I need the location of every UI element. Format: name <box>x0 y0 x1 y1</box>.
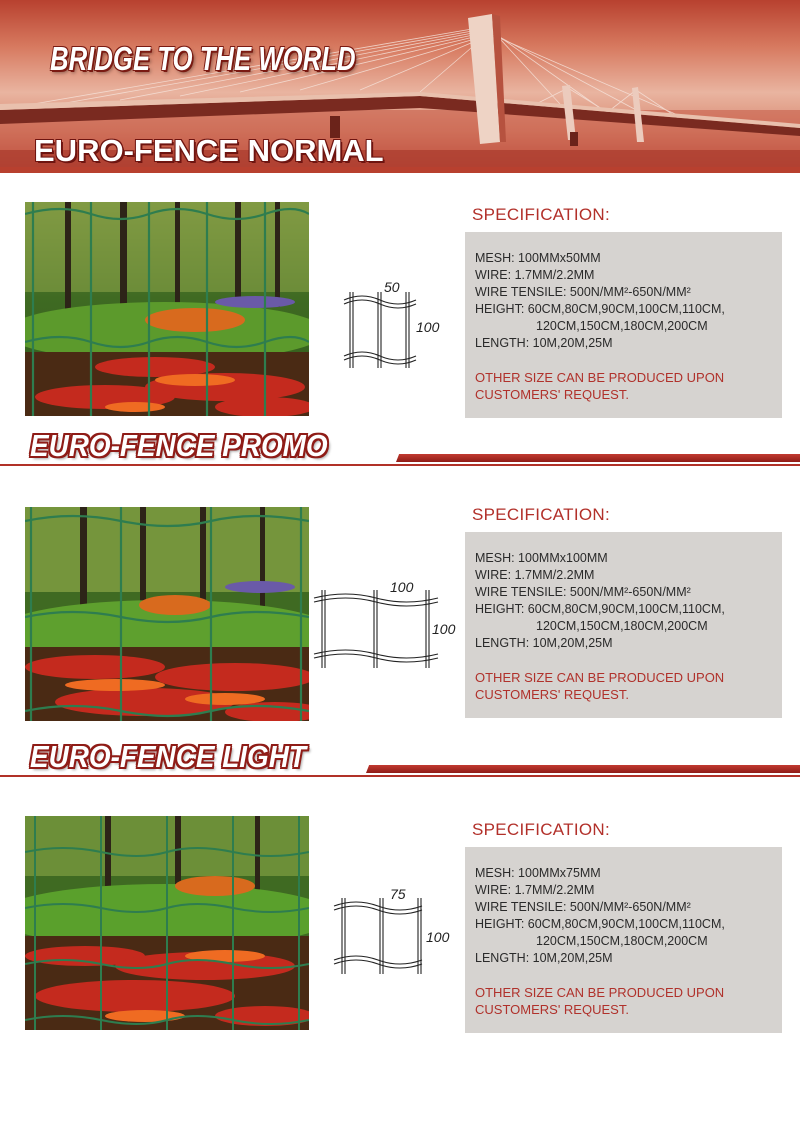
spec-wire: WIRE: 1.7MM/2.2MM <box>475 568 595 582</box>
spec-height-cont: 120CM,150CM,180CM,200CM <box>536 619 708 633</box>
spec-height: HEIGHT: 60CM,80CM,90CM,100CM,110CM, <box>475 917 725 931</box>
spec-box-promo <box>465 532 782 718</box>
diagram-width-label: 75 <box>390 886 406 902</box>
spec-wire: WIRE: 1.7MM/2.2MM <box>475 268 595 282</box>
product-photo-normal <box>25 202 309 416</box>
section-header-promo <box>0 426 800 466</box>
spec-tensile: WIRE TENSILE: 500N/MM²-650N/MM² <box>475 285 691 299</box>
spec-title-promo: SPECIFICATION: <box>472 505 611 524</box>
spec-wire: WIRE: 1.7MM/2.2MM <box>475 883 595 897</box>
spec-title-light: SPECIFICATION: <box>472 820 611 839</box>
section-header-normal <box>0 133 800 173</box>
diagram-height-label: 100 <box>426 929 450 945</box>
diagram-width-label: 50 <box>384 279 400 295</box>
spec-note <box>475 669 782 703</box>
spec-box-light <box>465 847 782 1033</box>
spec-note-line-1: OTHER SIZE CAN BE PRODUCED UPON <box>475 670 725 685</box>
spec-tensile: WIRE TENSILE: 500N/MM²-650N/MM² <box>475 585 691 599</box>
mesh-diagram-light <box>330 884 460 980</box>
spec-mesh: MESH: 100MMx100MM <box>475 551 608 565</box>
spec-note-line-2: CUSTOMERS' REQUEST. <box>475 1002 629 1017</box>
spec-tensile: WIRE TENSILE: 500N/MM²-650N/MM² <box>475 900 691 914</box>
spec-note <box>475 369 782 403</box>
spec-length: LENGTH: 10M,20M,25M <box>475 636 613 650</box>
diagram-width-label: 100 <box>390 579 414 595</box>
spec-height-cont: 120CM,150CM,180CM,200CM <box>536 319 708 333</box>
spec-note-line-1: OTHER SIZE CAN BE PRODUCED UPON <box>475 985 725 1000</box>
spec-title-normal: SPECIFICATION: <box>472 205 611 224</box>
spec-mesh: MESH: 100MMx50MM <box>475 251 601 265</box>
product-photo-promo <box>25 507 309 721</box>
section-title-promo: EURO-FENCE PROMO <box>30 428 328 463</box>
spec-height-cont: 120CM,150CM,180CM,200CM <box>536 934 708 948</box>
section-header-light <box>0 737 800 777</box>
spec-height: HEIGHT: 60CM,80CM,90CM,100CM,110CM, <box>475 602 725 616</box>
spec-note-line-2: CUSTOMERS' REQUEST. <box>475 387 629 402</box>
header-rule-thin <box>0 464 800 466</box>
diagram-height-label: 100 <box>416 319 440 335</box>
header-rule-thin <box>0 775 800 777</box>
product-photo-light <box>25 816 309 1030</box>
spec-note-line-1: OTHER SIZE CAN BE PRODUCED UPON <box>475 370 725 385</box>
section-title-normal: EURO-FENCE NORMAL <box>34 133 384 168</box>
spec-note-line-2: CUSTOMERS' REQUEST. <box>475 687 629 702</box>
spec-length: LENGTH: 10M,20M,25M <box>475 336 613 350</box>
mesh-diagram-normal <box>338 278 448 376</box>
spec-note <box>475 984 782 1018</box>
section-title-light: EURO-FENCE LIGHT <box>30 739 306 774</box>
spec-height: HEIGHT: 60CM,80CM,90CM,100CM,110CM, <box>475 302 725 316</box>
diagram-height-label: 100 <box>432 621 456 637</box>
spec-mesh: MESH: 100MMx75MM <box>475 866 601 880</box>
mesh-diagram-promo <box>310 578 466 674</box>
spec-length: LENGTH: 10M,20M,25M <box>475 951 613 965</box>
banner-title: BRIDGE TO THE WORLD <box>50 40 356 77</box>
spec-box-normal <box>465 232 782 418</box>
